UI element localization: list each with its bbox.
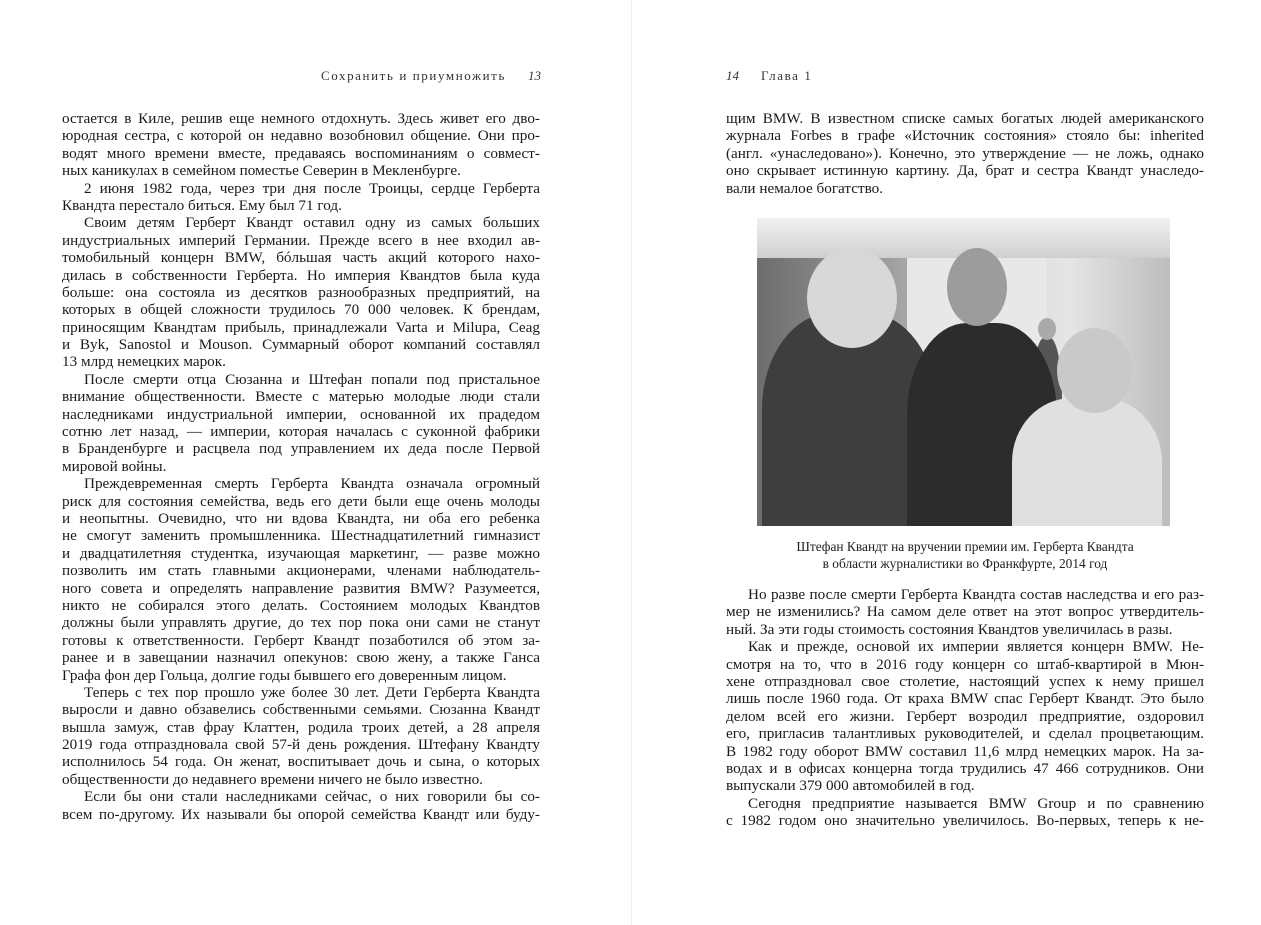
paragraph	[62, 371, 540, 475]
text-line: водят много времени вместе, предаваясь воспоминаниям о совмест-	[62, 144, 540, 162]
body-text-bottom	[726, 586, 1204, 829]
text-line: и Byk, Sanostol и Mouson. Суммарный оборот компаний составлял	[62, 336, 540, 354]
text-line: никто не собирался этого делать. Состоянием молодых Квандтов	[62, 596, 540, 614]
text-line: сотню лет назад, — империи, которая началась с суконной фабрики	[62, 423, 540, 441]
text-line: лишь после 1960 года. От краха BMW спас Герберт Квандт. Это было	[726, 690, 1204, 708]
text-line: ного совета и определять направление развития BMW? Разумеется,	[62, 579, 540, 597]
text-line: должны были управлять другие, до тех пор пока они сами не станут	[62, 614, 540, 632]
photo	[757, 218, 1170, 526]
text-line: мер не изменились? На самом деле ответ на этот вопрос утвердитель-	[726, 603, 1204, 621]
text-line: и неопытны. Очевидно, что ни вдова Квандта, ни оба его ребенка	[62, 509, 540, 527]
text-line: ранее и в завещании назначил опекунов: свою жену, а также Ганса	[62, 649, 540, 667]
text-line: хене отпраздновал свое столетие, настоящий успех к нему пришел	[726, 672, 1204, 690]
text-line: выросли и давно обзавелись собственными семьями. Сюзанна Квандт	[62, 701, 540, 719]
text-line: юродная сестра, с которой он недавно возобновил общение. Они про-	[62, 127, 540, 145]
text-line: больше: она состояла из десятков разнообразных предприятий, на	[62, 283, 540, 301]
running-head	[321, 68, 541, 84]
text-line: Если бы они стали наследниками сейчас, о них говорили бы со-	[84, 788, 540, 806]
text-line: Сегодня предприятие называется BMW Group и по сравнению	[748, 794, 1204, 812]
paragraph	[62, 110, 540, 180]
caption-line: Штефан Квандт на вручении премии им. Герберта Квандта	[796, 539, 1134, 554]
photo-caption	[726, 538, 1204, 572]
text-line: исполнилось 54 года. Он женат, воспитывает дочь и сына, о которых	[62, 753, 540, 771]
page-number: 14	[726, 68, 739, 83]
running-head	[726, 68, 812, 84]
text-line: 2 июня 1982 года, через три дня после Троицы, сердце Герберта	[84, 179, 540, 197]
paragraph	[62, 788, 540, 823]
text-line: Теперь с тех пор прошло уже более 30 лет. Дети Герберта Квандта	[84, 683, 540, 701]
paragraph	[726, 795, 1204, 830]
text-line: Преждевременная смерть Герберта Квандта означала огромный	[84, 475, 540, 493]
text-line: делом всей его жизни. Герберт возродил предприятие, оздоровил	[726, 707, 1204, 725]
text-line: которых в общей сложности трудилось 70 000 человек. К брендам,	[62, 301, 540, 319]
page-number: 13	[528, 68, 541, 83]
text-line: мировой войны.	[62, 457, 167, 475]
text-line: оно скрывает истинную картину. Да, брат и сестра Квандт унаследо-	[726, 162, 1204, 180]
text-line: приносящим Квандтам прибыль, принадлежали Varta и Milupa, Ceag	[62, 318, 540, 336]
text-line: не смогут заменить промышленника. Шестнадцатилетний гимназист	[62, 527, 540, 545]
text-line: риск для состояния семейства, ведь его дети были еще очень молоды	[62, 492, 540, 510]
paragraph	[62, 214, 540, 371]
text-line: его, пригласив талантливых руководителей, и сделал процветающим.	[726, 725, 1204, 743]
text-line: 13 млрд немецких марок.	[62, 353, 226, 371]
text-line: журнала Forbes в графе «Источник состояния» стояло бы: inherited	[726, 127, 1204, 145]
text-line: водах и в офисах концерна тогда трудились 47 466 сотрудников. Они	[726, 759, 1204, 777]
text-line: смотря на то, что в 2016 году концерн со штаб-квартирой в Мюн-	[726, 655, 1204, 673]
text-line: дилась в собственности Герберта. Но империя Квандтов была куда	[62, 266, 540, 284]
text-line: В 1982 году оборот BMW составил 11,6 млрд немецких марок. На за-	[726, 742, 1204, 760]
text-line: Своим детям Герберт Квандт оставил одну из самых больших	[84, 214, 540, 232]
paragraph	[62, 684, 540, 788]
text-line: Как и прежде, основой их империи является концерн BMW. Не-	[748, 638, 1204, 656]
text-line: общественности до недавнего времени ничего не было известно.	[62, 770, 483, 788]
text-line: ный. За эти годы стоимость состояния Квандтов увеличилась в разы.	[726, 620, 1173, 638]
text-line: в Бранденбурге и расцвела под управлением их деда после Первой	[62, 440, 540, 458]
text-line: готовы к ответственности. Герберт Квандт позаботился об этом за-	[62, 631, 540, 649]
paragraph	[62, 475, 540, 684]
text-line: томобильный концерн BMW, бóльшая часть акций которого нахо-	[62, 249, 540, 267]
paragraph	[62, 180, 540, 215]
text-line: Графа фон дер Гольца, долгие годы бывшего его доверенным лицом.	[62, 666, 507, 684]
text-line: и двадцатилетняя студентка, изучающая маркетинг, — разве можно	[62, 544, 540, 562]
paragraph	[726, 110, 1204, 197]
text-line: всем по-другому. Их называли бы опорой семейства Квандт или буду-	[62, 805, 540, 823]
text-line: вышла замуж, став фрау Клаттен, родила троих детей, а 28 апреля	[62, 718, 540, 736]
text-line: с 1982 годом оно значительно увеличилось. Во-первых, теперь к не-	[726, 812, 1204, 830]
text-line: выпускали 379 000 автомобилей в год.	[726, 777, 975, 795]
running-head-title: Сохранить и приумножить	[320, 68, 506, 83]
paragraph	[726, 586, 1204, 638]
text-line: щим BMW. В известном списке самых богатых людей американского	[726, 110, 1204, 127]
body-text	[62, 110, 540, 823]
text-line: внимание общественности. Вместе с матерью молодые люди стали	[62, 388, 540, 406]
text-line: После смерти отца Сюзанна и Штефан попали под пристальное	[84, 370, 540, 388]
text-line: позволить им стать главными акционерами, членами наблюдатель-	[62, 562, 540, 580]
text-line: вали немалое богатство.	[726, 179, 884, 197]
right-page	[632, 0, 1261, 925]
body-text-top	[726, 110, 1204, 197]
text-line: Но разве после смерти Герберта Квандта состав наследства и его раз-	[748, 586, 1204, 603]
paragraph	[726, 638, 1204, 795]
text-line: 2019 года отпраздновала свой 57-й день рождения. Штефану Квандту	[62, 736, 540, 754]
caption-line: в области журналистики во Франкфурте, 2014 год	[822, 556, 1108, 571]
text-line: ных каникулах в семейном поместье Северин в Мекленбурге.	[62, 162, 461, 180]
chapter-title: Глава 1	[761, 68, 813, 83]
text-line: (англ. «унаследовано»). Конечно, это утверждение — не ложь, однако	[726, 144, 1204, 162]
text-line: остается в Киле, решив еще немного отдохнуть. Здесь живет его дво-	[62, 110, 540, 127]
text-line: наследниками индустриальной империи, основанной их прадедом	[62, 405, 540, 423]
text-line: Квандта перестало биться. Ему был 71 год.	[62, 196, 342, 214]
text-line: индустриальных империй Германии. Прежде всего в нее входил ав-	[62, 231, 540, 249]
woman	[1012, 398, 1162, 526]
